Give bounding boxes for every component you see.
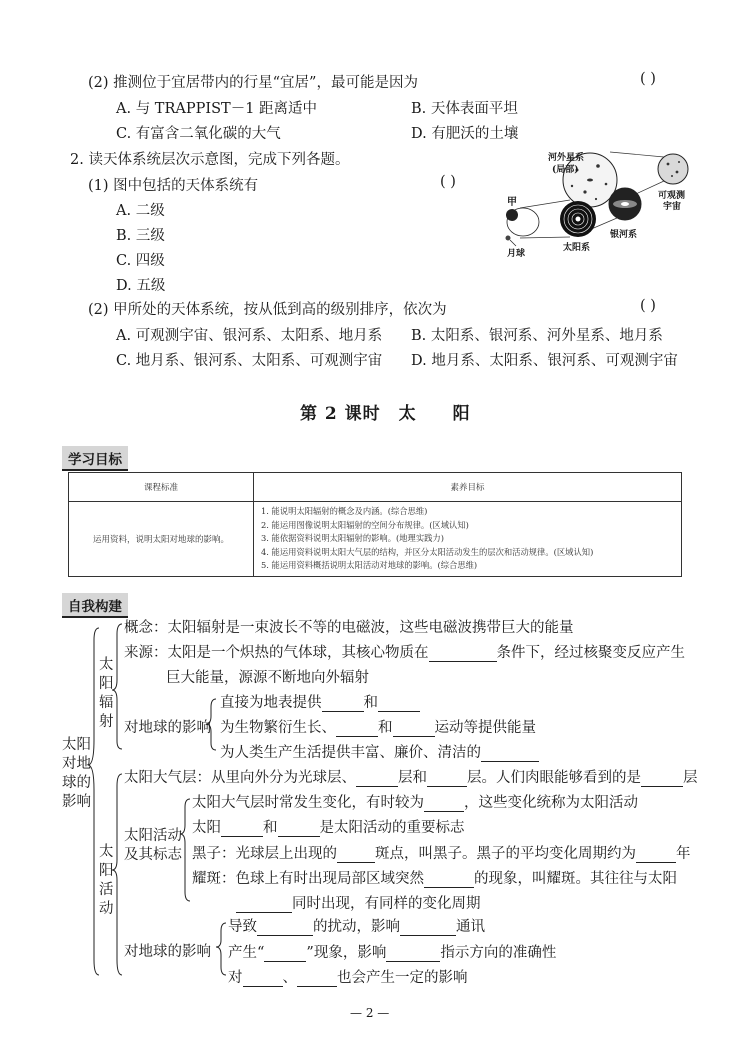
course-standard-cell: 运用资料，说明太阳对地球的影响。 bbox=[69, 502, 254, 577]
label-solar-system: 太阳系 bbox=[563, 243, 591, 253]
text: 运动等提供能量 bbox=[434, 720, 536, 736]
page-number: — 2 — bbox=[350, 1006, 390, 1020]
radiation-concept: 概念：太阳辐射是一束波长不等的电磁波，这些电磁波携带巨大的能量 bbox=[124, 620, 574, 636]
label-extragalactic: 河外星系 bbox=[548, 153, 585, 163]
fill-blank[interactable] bbox=[337, 848, 375, 863]
fill-blank[interactable] bbox=[297, 972, 337, 987]
goal-item: 4. 能运用资料说明太阳大气层的结构，并区分太阳活动发生的层次和活动规律。(区域认知) bbox=[261, 546, 594, 557]
q2-2-answer-paren[interactable]: ( ) bbox=[640, 298, 656, 314]
text: 太阳大气层时常发生变化，有时较为 bbox=[192, 795, 424, 811]
radiation-source bbox=[124, 641, 685, 662]
self-construction-tag: 自我构建 bbox=[62, 593, 128, 618]
text: 来源：太阳是一个炽热的气体球，其核心物质在 bbox=[124, 645, 429, 661]
fill-blank[interactable] bbox=[257, 921, 313, 936]
fill-blank[interactable] bbox=[278, 822, 320, 837]
text: 条件下，经过核聚变反应产生 bbox=[496, 645, 685, 661]
q1-2-option-b[interactable]: B. 天体表面平坦 bbox=[411, 101, 518, 117]
label-char: 阳 bbox=[99, 863, 114, 879]
solar-activity-label bbox=[99, 843, 114, 919]
label-line: 及其标志 bbox=[124, 847, 182, 863]
text: 斑点，叫黑子。黑子的平均变化周期约为 bbox=[375, 846, 636, 862]
q1-2-option-c[interactable]: C. 有富含二氧化碳的大气 bbox=[116, 126, 281, 142]
label-char: 动 bbox=[99, 901, 114, 917]
solar-radiation-label bbox=[99, 656, 114, 732]
lesson-title: 第 2 课时 太 阳 bbox=[300, 404, 471, 424]
fill-blank[interactable] bbox=[243, 972, 283, 987]
q1-2-answer-paren[interactable]: ( ) bbox=[640, 71, 656, 87]
text: 、 bbox=[282, 970, 297, 986]
activity-impact-1 bbox=[228, 915, 485, 936]
fill-blank[interactable] bbox=[356, 772, 398, 787]
q2-1-answer-paren[interactable]: ( ) bbox=[440, 174, 456, 190]
activity-line-1 bbox=[192, 791, 638, 812]
text: 通讯 bbox=[456, 919, 485, 935]
text: 也会产生一定的影响 bbox=[337, 970, 468, 986]
q2-2-option-a[interactable]: A. 可观测宇宙、银河系、太阳系、地月系 bbox=[116, 328, 383, 344]
text: 的扰动，影响 bbox=[313, 919, 400, 935]
activity-impact-2 bbox=[228, 941, 556, 962]
text: 为人类生产生活提供丰富、廉价、清洁的 bbox=[220, 745, 481, 761]
fill-blank[interactable] bbox=[641, 772, 683, 787]
activity-impact-3 bbox=[228, 966, 468, 987]
text: 对 bbox=[228, 970, 243, 986]
label-moon: 月球 bbox=[507, 249, 526, 259]
label-char: 太 bbox=[99, 657, 114, 673]
learning-goals-tag: 学习目标 bbox=[62, 446, 128, 471]
q1-2-stem: (2) 推测位于宜居带内的行星“宜居”，最可能是因为 bbox=[88, 75, 418, 91]
text: 直接为地表提供 bbox=[220, 695, 322, 711]
q2-1-option-b[interactable]: B. 三级 bbox=[116, 228, 165, 244]
q2-2-option-b[interactable]: B. 太阳系、银河系、河外星系、地月系 bbox=[411, 328, 663, 344]
goal-item: 2. 能运用图像说明太阳辐射的空间分布规律。(区域认知) bbox=[261, 519, 469, 530]
activity-impact-label: 对地球的影响 bbox=[124, 944, 211, 960]
text: 黑子：光球层上出现的 bbox=[192, 846, 337, 862]
text: 和 bbox=[378, 720, 393, 736]
fill-blank[interactable] bbox=[481, 747, 539, 762]
label-extragalactic-partial: (局部) bbox=[552, 165, 579, 175]
q1-2-option-d[interactable]: D. 有肥沃的土壤 bbox=[411, 126, 519, 142]
text: 指示方向的准确性 bbox=[440, 945, 557, 961]
label-line: 太阳活动 bbox=[124, 828, 182, 844]
activity-line-flare bbox=[192, 867, 677, 888]
text: 层和 bbox=[398, 770, 427, 786]
activity-sign-label bbox=[124, 827, 182, 865]
text: ”现象，影响 bbox=[306, 945, 387, 961]
radiation-source-cont: 巨大能量，源源不断地向外辐射 bbox=[166, 670, 369, 686]
label-milky-way: 银河系 bbox=[610, 230, 638, 240]
root-line: 对地 bbox=[62, 756, 91, 772]
root-line: 太阳 bbox=[62, 737, 91, 753]
text: 导致 bbox=[228, 919, 257, 935]
text: 太阳大气层：从里向外分为光球层、 bbox=[124, 770, 356, 786]
text: 同时出现，有同样的变化周期 bbox=[292, 896, 481, 912]
label-char: 射 bbox=[99, 714, 114, 730]
fill-blank[interactable] bbox=[424, 873, 474, 888]
text: 太阳 bbox=[192, 820, 221, 836]
q2-2-option-d[interactable]: D. 地月系、太阳系、银河系、可观测宇宙 bbox=[411, 353, 678, 369]
q2-2-stem: (2) 甲所处的天体系统，按从低到高的级别排序，依次为 bbox=[88, 302, 447, 318]
label-observable: 可观测 bbox=[658, 191, 686, 201]
radiation-impact-1 bbox=[220, 691, 420, 712]
fill-blank[interactable] bbox=[393, 722, 435, 737]
text: 的现象，叫耀斑。其往往与太阳 bbox=[474, 871, 677, 887]
text: 层 bbox=[683, 770, 698, 786]
q2-1-option-a[interactable]: A. 二级 bbox=[116, 203, 165, 219]
q2-1-option-c[interactable]: C. 四级 bbox=[116, 253, 165, 269]
label-jia: 甲 bbox=[507, 197, 517, 208]
q2-2-option-c[interactable]: C. 地月系、银河系、太阳系、可观测宇宙 bbox=[116, 353, 383, 369]
col-course-standard: 课程标准 bbox=[69, 473, 254, 502]
text: 是太阳活动的重要标志 bbox=[319, 820, 465, 836]
text: 和 bbox=[363, 695, 378, 711]
goal-item: 3. 能依据资料说明太阳辐射的影响。(地理实践力) bbox=[261, 533, 444, 544]
text: 层。人们肉眼能够看到的是 bbox=[467, 770, 641, 786]
activity-line-flare-cont bbox=[236, 892, 481, 913]
fill-blank[interactable] bbox=[424, 797, 464, 812]
fill-blank[interactable] bbox=[400, 921, 456, 936]
root-topic bbox=[62, 736, 91, 812]
q2-1-option-d[interactable]: D. 五级 bbox=[116, 278, 166, 294]
q2-stem: 2. 读天体系统层次示意图，完成下列各题。 bbox=[70, 152, 350, 168]
fill-blank[interactable] bbox=[636, 848, 676, 863]
q1-2-option-a[interactable]: A. 与 TRAPPIST－1 距离适中 bbox=[116, 101, 318, 117]
activity-line-sunspot bbox=[192, 842, 691, 863]
text: 为生物繁衍生长、 bbox=[220, 720, 336, 736]
text: ，这些变化统称为太阳活动 bbox=[464, 795, 638, 811]
fill-blank[interactable] bbox=[336, 722, 378, 737]
fill-blank[interactable] bbox=[429, 647, 497, 662]
fill-blank[interactable] bbox=[322, 697, 364, 712]
activity-line-2 bbox=[192, 816, 465, 837]
text: 年 bbox=[676, 846, 691, 862]
root-line: 球的 bbox=[62, 775, 91, 791]
fill-blank[interactable] bbox=[378, 697, 420, 712]
fill-blank[interactable] bbox=[236, 898, 292, 913]
goal-item: 1. 能说明太阳辐射的概念及内涵。(综合思维) bbox=[261, 506, 428, 517]
label-char: 辐 bbox=[99, 695, 114, 711]
fill-blank[interactable] bbox=[221, 822, 263, 837]
fill-blank[interactable] bbox=[264, 947, 306, 962]
label-char: 太 bbox=[99, 844, 114, 860]
sun-atmosphere bbox=[124, 766, 698, 787]
fill-blank[interactable] bbox=[386, 947, 440, 962]
col-competency-goals: 素养目标 bbox=[254, 473, 682, 502]
label-char: 活 bbox=[99, 882, 114, 898]
goal-item: 5. 能运用资料概括说明太阳活动对地球的影响。(综合思维) bbox=[261, 560, 478, 571]
label-char: 阳 bbox=[99, 676, 114, 692]
radiation-impact-3 bbox=[220, 741, 539, 762]
text: 和 bbox=[263, 820, 278, 836]
text: 产生“ bbox=[228, 945, 265, 961]
radiation-impact-2 bbox=[220, 716, 536, 737]
root-line: 影响 bbox=[62, 794, 91, 810]
label-universe: 宇宙 bbox=[663, 202, 682, 212]
q2-1-stem: (1) 图中包括的天体系统有 bbox=[88, 178, 259, 194]
text: 耀斑：色球上有时出现局部区域突然 bbox=[192, 871, 424, 887]
fill-blank[interactable] bbox=[427, 772, 467, 787]
radiation-impact-label: 对地球的影响 bbox=[124, 720, 211, 736]
